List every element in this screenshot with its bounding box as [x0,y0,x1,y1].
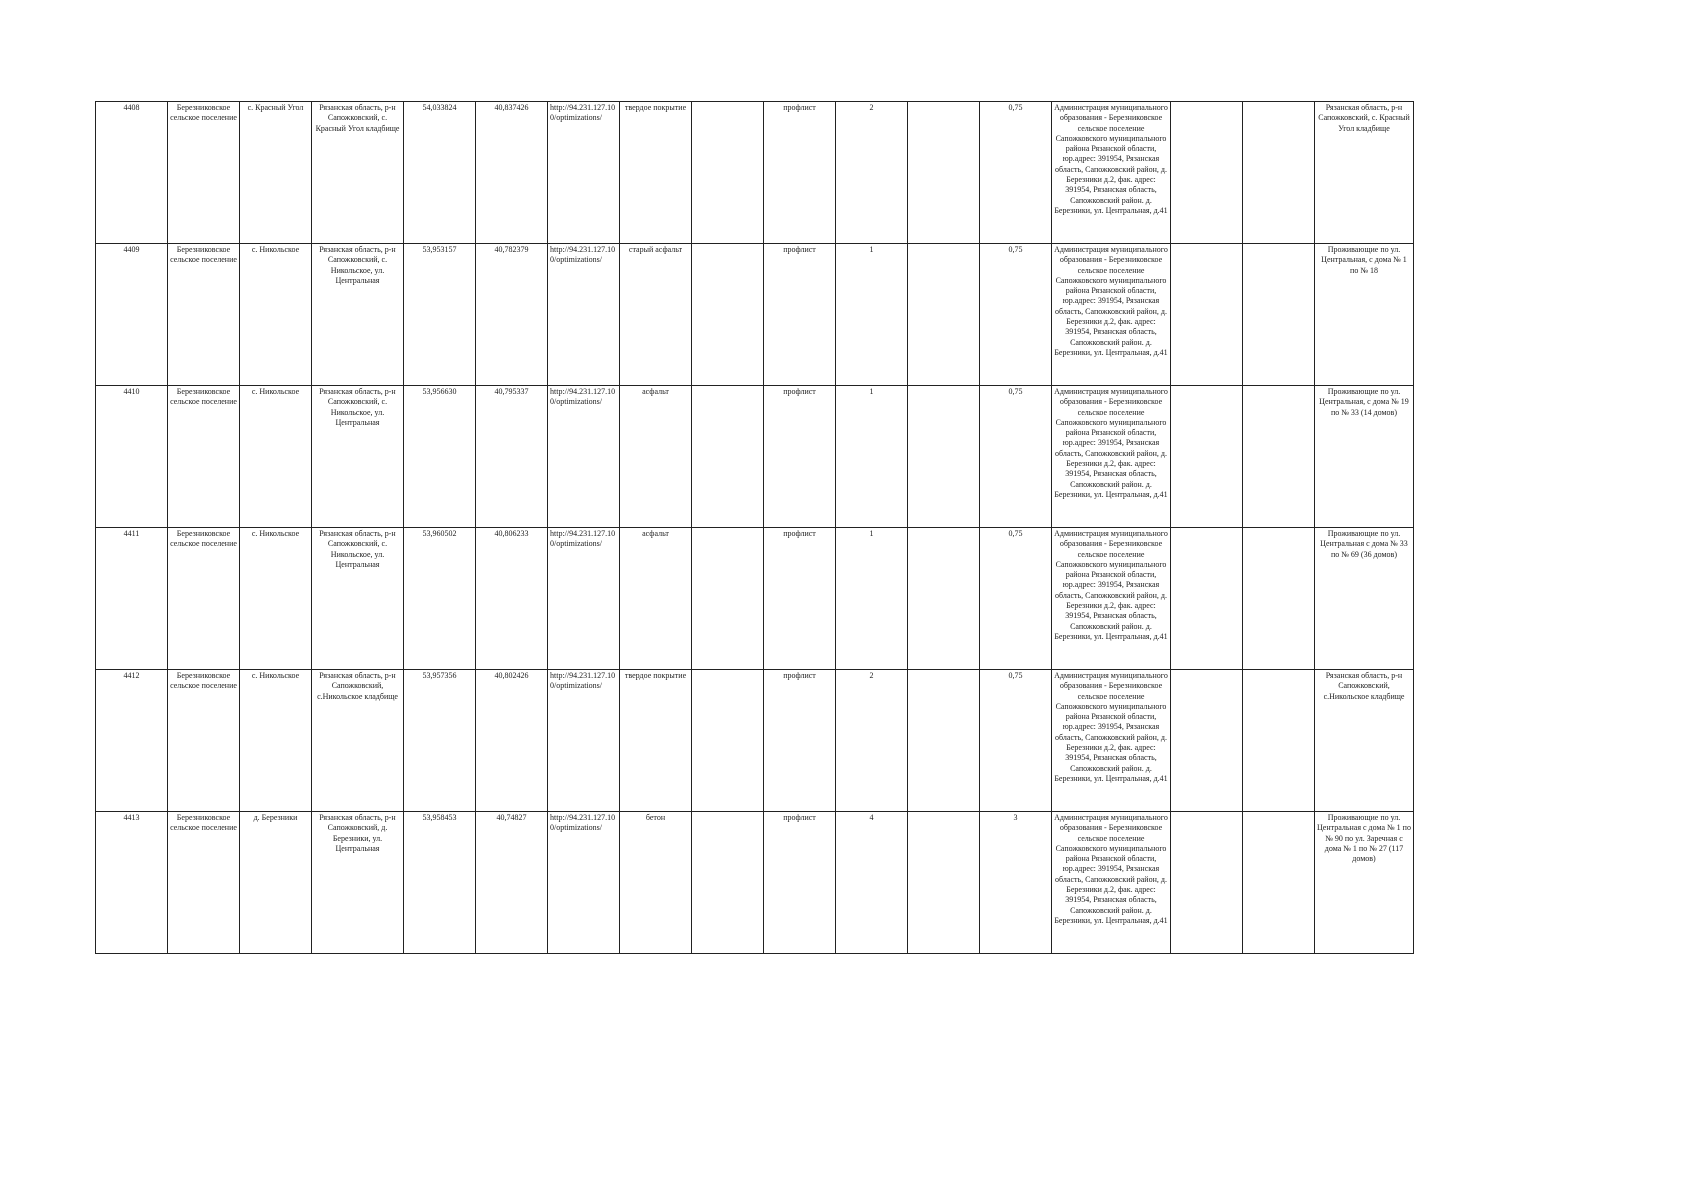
cell-empty [1243,528,1315,670]
cell-empty [692,812,764,954]
cell-empty [692,670,764,812]
cell-owner: Администрация муниципального образования - Березниковское сельское поселение Сапожковского муниципального района Рязанской области, юр.адрес: 391954, Рязанская область, Сапожковский район, д. Березники д.2, фак. адрес: 391954, Рязанская область, Сапожковский район. д. Березники, ул. Центральная, д.41 [1052,386,1171,528]
cell-surface-type: твердое покрытие [620,670,692,812]
cell-fence-material: профлист [764,528,836,670]
cell-longitude: 40,806233 [476,528,548,670]
cell-map-link[interactable]: http://94.231.127.100/optimizations/ [548,386,620,528]
cell-latitude: 54,033824 [404,102,476,244]
cell-empty [1243,102,1315,244]
cell-waste-sources: Проживающие по ул. Центральная с дома № 1 по № 90 по ул. Заречная с дома № 1 по № 27 (117 домов) [1315,812,1414,954]
cell-empty [1243,244,1315,386]
cell-empty [908,244,980,386]
cell-address: Рязанская область, р-н Сапожковский, с. Никольское, ул. Центральная [312,528,404,670]
cell-container-volume: 3 [980,812,1052,954]
cell-latitude: 53,960502 [404,528,476,670]
cell-empty [1171,244,1243,386]
cell-settlement: Березниковское сельское поселение [168,244,240,386]
cell-id: 4411 [96,528,168,670]
cell-longitude: 40,74827 [476,812,548,954]
cell-empty [1171,528,1243,670]
cell-locality: с. Красный Угол [240,102,312,244]
cell-locality: с. Никольское [240,244,312,386]
cell-waste-sources: Проживающие по ул. Центральная, с дома № 1 по № 18 [1315,244,1414,386]
cell-id: 4412 [96,670,168,812]
cell-empty [692,386,764,528]
cell-settlement: Березниковское сельское поселение [168,812,240,954]
cell-owner: Администрация муниципального образования - Березниковское сельское поселение Сапожковского муниципального района Рязанской области, юр.адрес: 391954, Рязанская область, Сапожковский район, д. Березники д.2, фак. адрес: 391954, Рязанская область, Сапожковский район. д. Березники, ул. Центральная, д.41 [1052,244,1171,386]
table-row [96,670,1414,812]
cell-settlement: Березниковское сельское поселение [168,670,240,812]
cell-container-count: 4 [836,812,908,954]
cell-address: Рязанская область, р-н Сапожковский, д. Березники, ул. Центральная [312,812,404,954]
cell-longitude: 40,782379 [476,244,548,386]
cell-container-count: 1 [836,386,908,528]
cell-owner: Администрация муниципального образования - Березниковское сельское поселение Сапожковского муниципального района Рязанской области, юр.адрес: 391954, Рязанская область, Сапожковский район, д. Березники д.2, фак. адрес: 391954, Рязанская область, Сапожковский район. д. Березники, ул. Центральная, д.41 [1052,528,1171,670]
cell-empty [1171,386,1243,528]
cell-container-count: 2 [836,670,908,812]
cell-surface-type: асфальт [620,386,692,528]
cell-empty [692,528,764,670]
cell-fence-material: профлист [764,670,836,812]
cell-container-volume: 0,75 [980,244,1052,386]
cell-surface-type: твердое покрытие [620,102,692,244]
cell-surface-type: старый асфальт [620,244,692,386]
cell-settlement: Березниковское сельское поселение [168,386,240,528]
table-row [96,386,1414,528]
cell-empty [1171,812,1243,954]
cell-id: 4408 [96,102,168,244]
cell-longitude: 40,795337 [476,386,548,528]
cell-latitude: 53,957356 [404,670,476,812]
cell-container-volume: 0,75 [980,670,1052,812]
cell-waste-sources: Проживающие по ул. Центральная, с дома № 19 по № 33 (14 домов) [1315,386,1414,528]
cell-container-count: 1 [836,244,908,386]
cell-waste-sources: Проживающие по ул. Центральная с дома № 33 по № 69 (36 домов) [1315,528,1414,670]
cell-locality: с. Никольское [240,670,312,812]
cell-empty [692,102,764,244]
cell-empty [908,386,980,528]
cell-fence-material: профлист [764,386,836,528]
cell-locality: д. Березники [240,812,312,954]
cell-empty [908,670,980,812]
cell-locality: с. Никольское [240,528,312,670]
cell-waste-sources: Рязанская область, р-н Сапожковский, с.Никольское кладбище [1315,670,1414,812]
cell-owner: Администрация муниципального образования - Березниковское сельское поселение Сапожковского муниципального района Рязанской области, юр.адрес: 391954, Рязанская область, Сапожковский район, д. Березники д.2, фак. адрес: 391954, Рязанская область, Сапожковский район. д. Березники, ул. Центральная, д.41 [1052,670,1171,812]
cell-settlement: Березниковское сельское поселение [168,528,240,670]
table-row [96,812,1414,954]
cell-empty [908,528,980,670]
waste-sites-table [95,101,1414,954]
cell-id: 4413 [96,812,168,954]
cell-fence-material: профлист [764,244,836,386]
cell-empty [692,244,764,386]
cell-surface-type: бетон [620,812,692,954]
cell-settlement: Березниковское сельское поселение [168,102,240,244]
cell-map-link[interactable]: http://94.231.127.100/optimizations/ [548,244,620,386]
cell-surface-type: асфальт [620,528,692,670]
cell-latitude: 53,956630 [404,386,476,528]
cell-waste-sources: Рязанская область, р-н Сапожковский, с. Красный Угол кладбище [1315,102,1414,244]
cell-owner: Администрация муниципального образования - Березниковское сельское поселение Сапожковского муниципального района Рязанской области, юр.адрес: 391954, Рязанская область, Сапожковский район, д. Березники д.2, фак. адрес: 391954, Рязанская область, Сапожковский район. д. Березники, ул. Центральная, д.41 [1052,812,1171,954]
cell-empty [908,102,980,244]
cell-map-link[interactable]: http://94.231.127.100/optimizations/ [548,670,620,812]
cell-address: Рязанская область, р-н Сапожковский, с. Никольское, ул. Центральная [312,244,404,386]
cell-container-volume: 0,75 [980,528,1052,670]
cell-empty [1243,670,1315,812]
cell-container-volume: 0,75 [980,386,1052,528]
cell-map-link[interactable]: http://94.231.127.100/optimizations/ [548,528,620,670]
cell-container-count: 2 [836,102,908,244]
cell-fence-material: профлист [764,812,836,954]
cell-id: 4410 [96,386,168,528]
cell-id: 4409 [96,244,168,386]
table-row [96,102,1414,244]
cell-empty [1171,102,1243,244]
table-body [96,102,1414,954]
cell-empty [1243,812,1315,954]
cell-address: Рязанская область, р-н Сапожковский, с.Никольское кладбище [312,670,404,812]
table-row [96,244,1414,386]
cell-container-volume: 0,75 [980,102,1052,244]
cell-latitude: 53,958453 [404,812,476,954]
cell-locality: с. Никольское [240,386,312,528]
registry-sheet [95,101,1410,954]
cell-longitude: 40,802426 [476,670,548,812]
cell-empty [1243,386,1315,528]
cell-latitude: 53,953157 [404,244,476,386]
cell-map-link[interactable]: http://94.231.127.100/optimizations/ [548,812,620,954]
cell-longitude: 40,837426 [476,102,548,244]
cell-address: Рязанская область, р-н Сапожковский, с. Никольское, ул. Центральная [312,386,404,528]
cell-map-link[interactable]: http://94.231.127.100/optimizations/ [548,102,620,244]
cell-owner: Администрация муниципального образования - Березниковское сельское поселение Сапожковского муниципального района Рязанской области, юр.адрес: 391954, Рязанская область, Сапожковский район, д. Березники д.2, фак. адрес: 391954, Рязанская область, Сапожковский район. д. Березники, ул. Центральная, д.41 [1052,102,1171,244]
cell-container-count: 1 [836,528,908,670]
cell-empty [1171,670,1243,812]
cell-empty [908,812,980,954]
table-row [96,528,1414,670]
cell-fence-material: профлист [764,102,836,244]
cell-address: Рязанская область, р-н Сапожковский, с. Красный Угол кладбище [312,102,404,244]
